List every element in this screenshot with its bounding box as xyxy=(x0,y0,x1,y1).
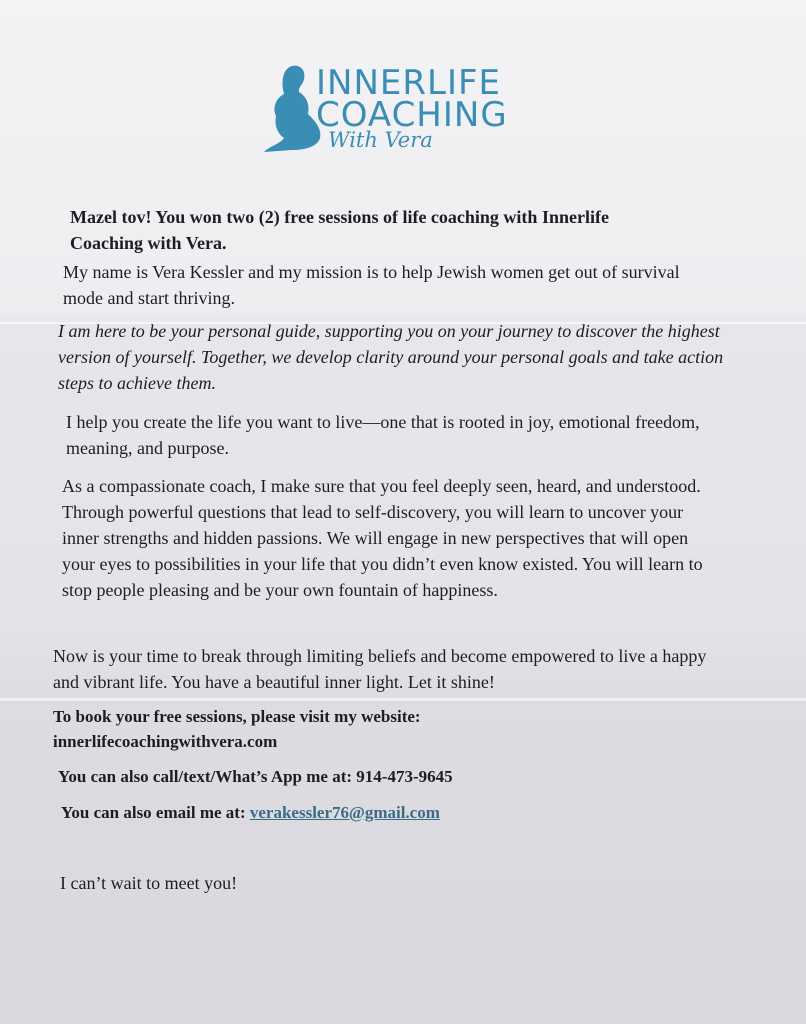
booking-info xyxy=(53,704,613,754)
headline: Mazel tov! You won two (2) free sessions of life coaching with Innerlife Coaching with Vera. xyxy=(70,207,609,253)
logo-line-1: INNERLIFE xyxy=(316,63,502,103)
email-label: You can also email me at: xyxy=(61,803,246,822)
guide-paragraph: I am here to be your personal guide, supporting you on your journey to discover the highest version of yourself. Together, we develop clarity around your personal goals and take action steps to achieve them. xyxy=(58,321,724,393)
email-info xyxy=(61,800,741,826)
coach-paragraph: As a compassionate coach, I make sure that you feel deeply seen, heard, and understood. Through powerful questions that lead to self-discovery, you will learn to uncover your inner strengths and hidden passions. We will engage in new perspectives that will open your eyes to possibilities in your life that you didn’t even know existed. You will learn to stop people pleasing and be your own fountain of happiness. xyxy=(62,476,703,600)
phone-label: You can also call/text/What’s App me at: xyxy=(58,767,353,786)
website-link[interactable]: innerlifecoachingwithvera.com xyxy=(53,732,278,751)
phone-info xyxy=(58,764,738,790)
closing-line: I can’t wait to meet you! xyxy=(60,873,238,893)
phone-number[interactable]: 914-473-9645 xyxy=(356,767,453,786)
woman-silhouette-icon xyxy=(262,62,324,154)
intro-paragraph: My name is Vera Kessler and my mission is to help Jewish women get out of survival mode and start thriving. xyxy=(63,262,680,308)
logo-line-2: COACHING xyxy=(316,95,508,135)
booking-label: To book your free sessions, please visit my website: xyxy=(53,707,421,726)
now-paragraph: Now is your time to break through limiting beliefs and become empowered to live a happy and vibrant life. You have a beautiful inner light. Let it shine! xyxy=(53,646,707,692)
logo-tagline: With Vera xyxy=(328,128,433,152)
create-paragraph: I help you create the life you want to live—one that is rooted in joy, emotional freedom, meaning, and purpose. xyxy=(66,412,700,458)
logo xyxy=(262,60,532,156)
paper-fold xyxy=(0,698,806,701)
email-link[interactable]: verakessler76@gmail.com xyxy=(249,803,440,822)
